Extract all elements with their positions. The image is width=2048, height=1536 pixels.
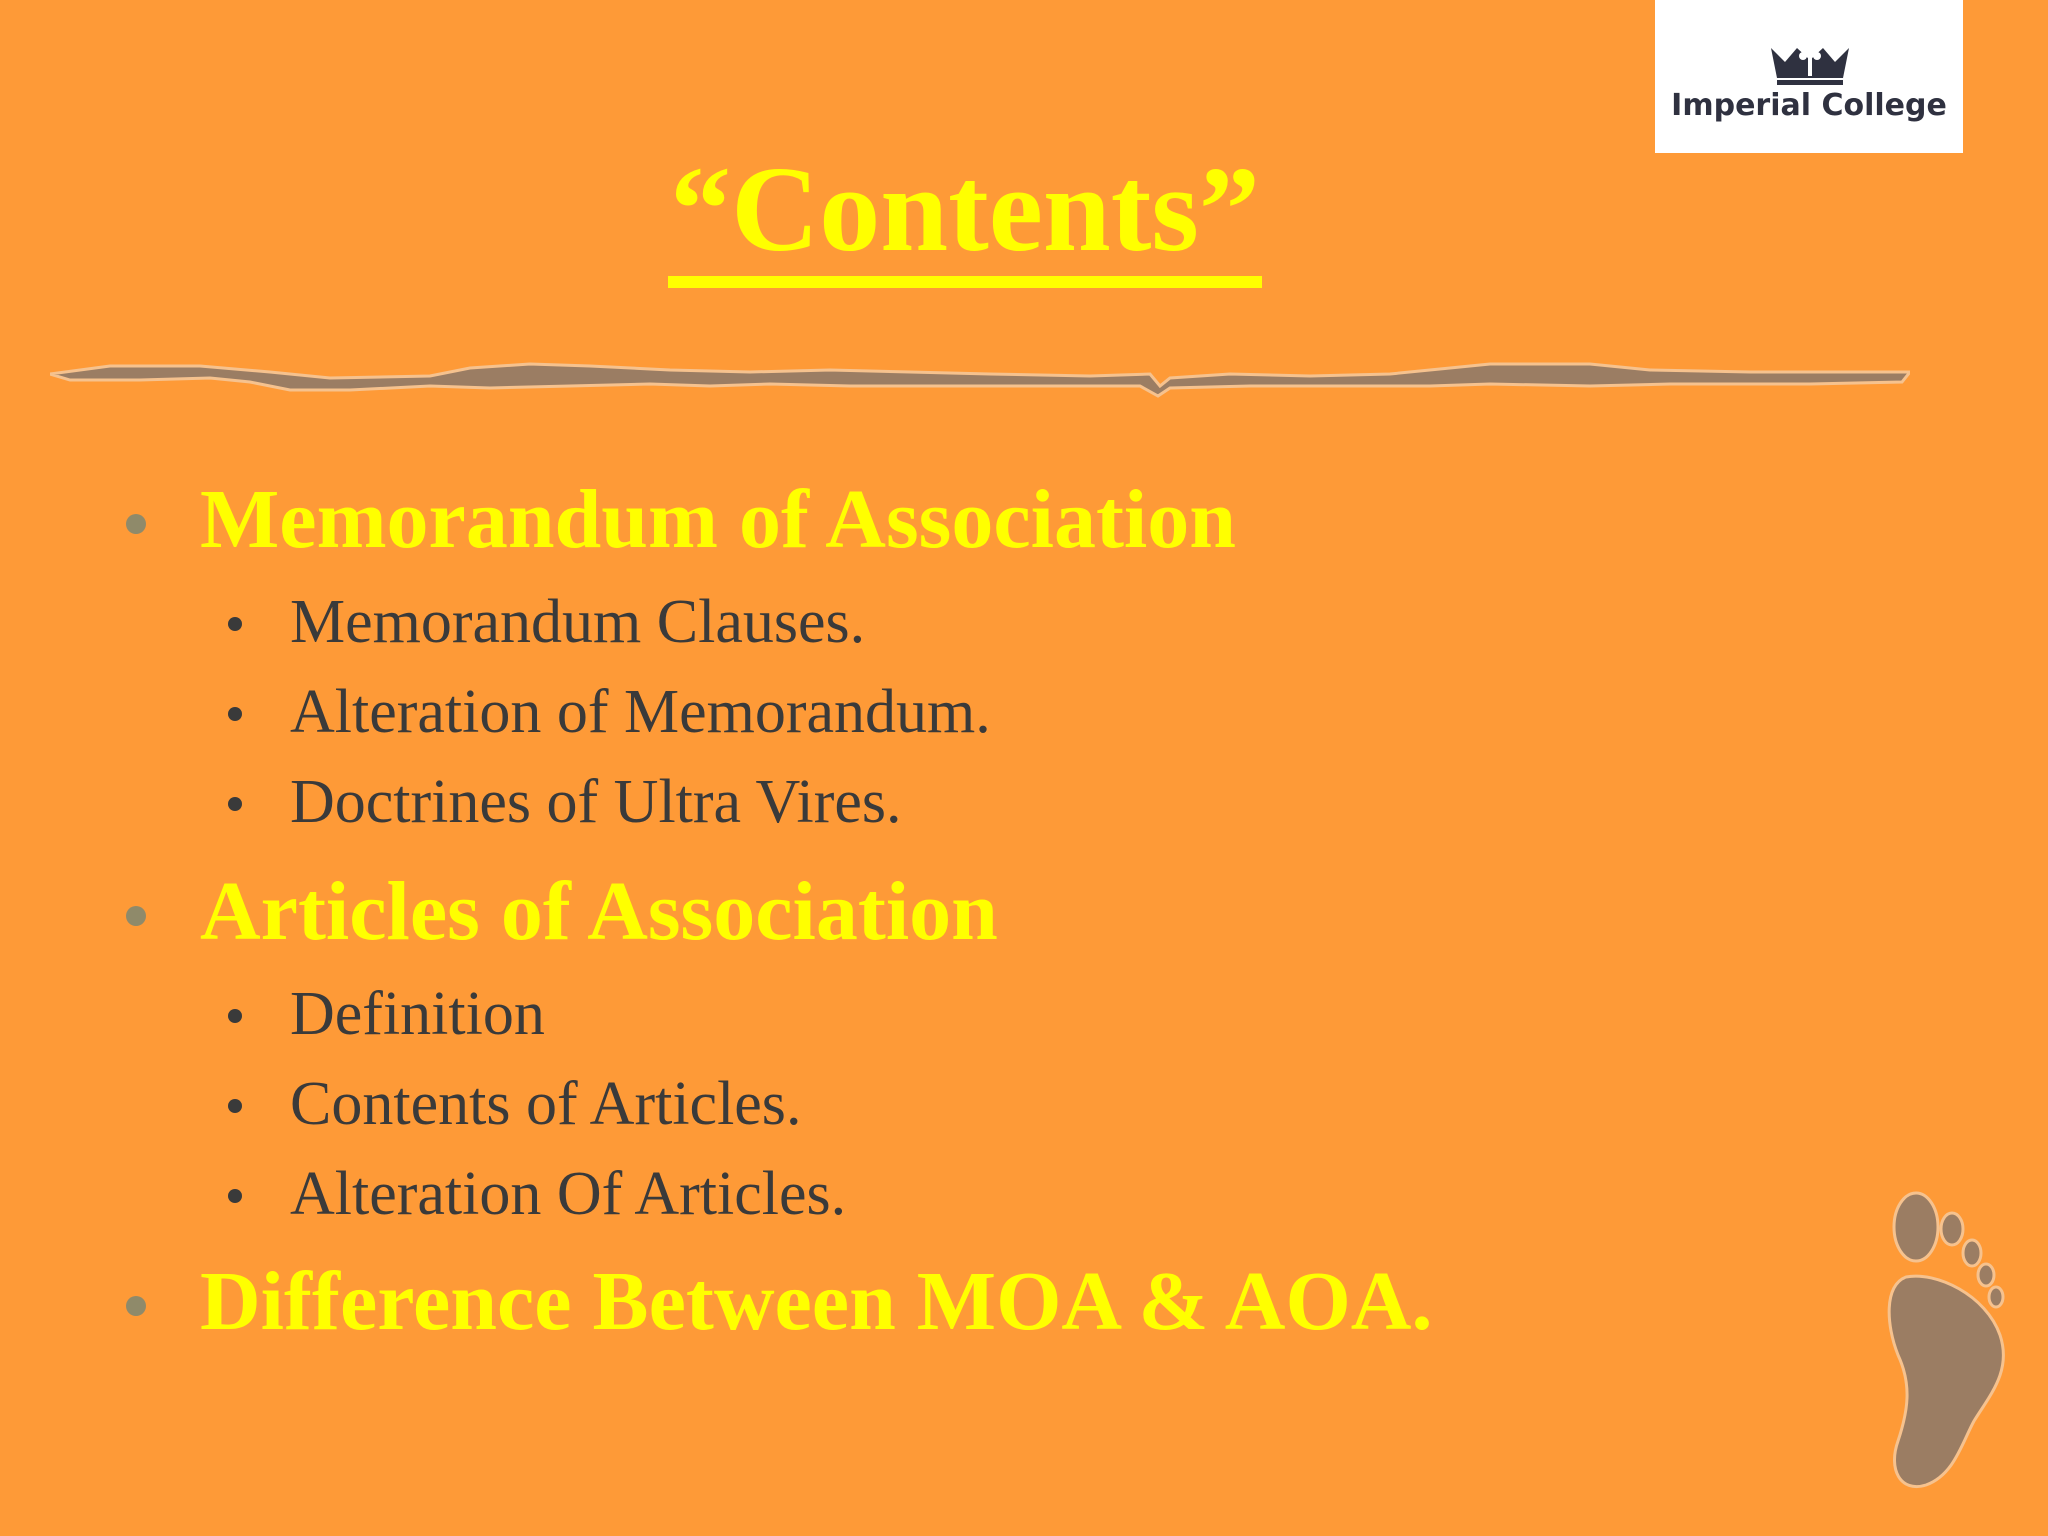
bullet-icon	[228, 1099, 242, 1113]
logo-text: Imperial College	[1671, 88, 1947, 123]
bullet-icon	[126, 514, 146, 534]
bullet-icon	[228, 1189, 242, 1203]
bullet-icon	[228, 797, 242, 811]
bullet-icon	[126, 1296, 146, 1316]
bullet-icon	[228, 617, 242, 631]
bullet-icon	[228, 1009, 242, 1023]
bullet-icon	[228, 707, 242, 721]
page-title-text: “Contents”	[668, 144, 1262, 288]
footprint-icon	[1876, 1185, 2016, 1495]
bullet-icon	[126, 906, 146, 926]
contents-list: Memorandum of Association Memorandum Clauses. Alteration of Memorandum. Doctrines of Ultra Vires. Articles of Association Definition Contents of Articles. Alteration Of Articles. Difference Between MOA & AOA.	[0, 0, 2048, 1536]
